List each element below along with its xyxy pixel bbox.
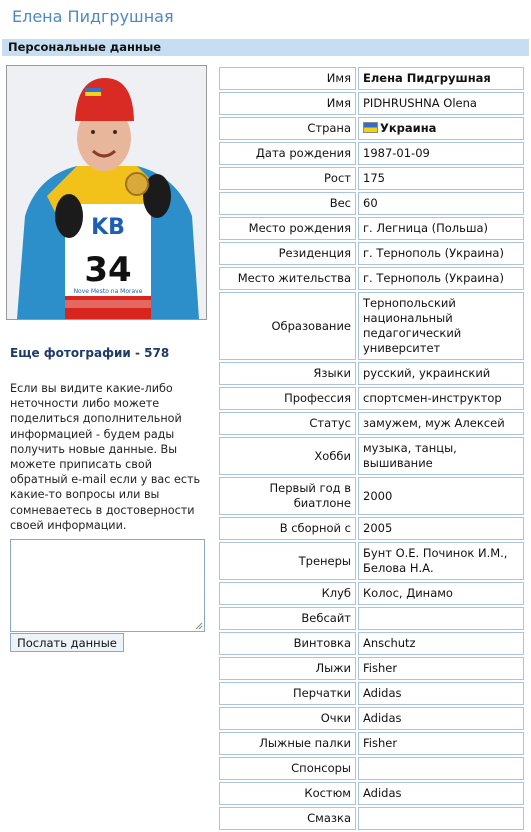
info-label: Место рождения [219,217,356,240]
info-row [219,167,524,190]
info-row [219,807,524,830]
info-value-text: Елена Пидгрушная [363,71,491,85]
info-value-text: г. Тернополь (Украина) [363,271,504,285]
info-value [358,167,524,190]
info-value [358,582,524,605]
info-row [219,292,524,360]
info-label: Очки [219,707,356,730]
info-row [219,607,524,630]
info-row [219,117,524,140]
resize-grip-icon[interactable] [193,620,203,630]
info-value-text: 2000 [363,488,393,503]
info-value-text: PIDHRUSHNA Olena [363,96,477,110]
info-value-text: русский, украинский [363,366,491,380]
info-value [358,412,524,435]
info-row [219,192,524,215]
info-value [358,757,524,780]
info-value [358,192,524,215]
athlete-name-title: Елена Пидгрушная [12,7,174,26]
ukraine-flag-icon [363,122,378,133]
info-row [219,217,524,240]
info-value-text: Adidas [363,711,402,725]
info-row [219,632,524,655]
info-value [358,477,524,515]
info-value-text: Fisher [363,661,398,675]
athlete-photo-image [7,66,206,319]
info-row [219,782,524,805]
info-row [219,142,524,165]
info-value [358,517,524,540]
info-label: Имя [219,67,356,90]
info-value-text: Украина [380,121,437,135]
info-value-text: Anschutz [363,636,416,650]
info-row [219,477,524,515]
info-label: Дата рождения [219,142,356,165]
info-row [219,437,524,475]
info-label: Винтовка [219,632,356,655]
info-label: Первый год в биатлоне [219,477,356,515]
info-value [358,682,524,705]
info-label: Лыжные палки [219,732,356,755]
info-value-text: спортсмен-инструктор [363,391,502,405]
info-value [358,707,524,730]
more-photos-link[interactable]: Еще фотографии - 578 [10,346,170,360]
info-value-text: Тернопольский национальный педагогический университет [363,296,462,355]
info-value [358,632,524,655]
info-label: Клуб [219,582,356,605]
info-label: Рост [219,167,356,190]
feedback-textarea[interactable] [10,539,205,632]
info-row [219,92,524,115]
info-value [358,267,524,290]
info-value [358,92,524,115]
info-value-text: музыка, танцы, вышивание [363,441,457,470]
info-label: Спонсоры [219,757,356,780]
info-label: Вес [219,192,356,215]
info-value-text: Adidas [363,786,402,800]
info-label: Тренеры [219,542,356,580]
info-label: Перчатки [219,682,356,705]
info-row [219,682,524,705]
info-value-text: Бунт О.Е. Починок И.М., Белова Н.А. [363,546,508,575]
info-value-text: г. Легница (Польша) [363,221,488,235]
info-label: Статус [219,412,356,435]
info-value-text: замужем, муж Алексей [363,416,505,430]
info-row [219,267,524,290]
info-label: Образование [219,292,356,360]
athlete-photo[interactable] [6,65,207,320]
info-value-text: 2005 [363,521,393,535]
info-value [358,362,524,385]
info-value-text: г. Тернополь (Украина) [363,246,504,260]
info-label: Языки [219,362,356,385]
info-row [219,757,524,780]
info-row [219,387,524,410]
section-header-personal-data: Персональные данные [2,39,529,56]
bib-venue-text: Nove Mesto na Morave [73,288,143,295]
bib-number: 34 [84,250,132,290]
info-row [219,412,524,435]
info-label: Имя [219,92,356,115]
info-value [358,217,524,240]
info-row [219,362,524,385]
send-data-button[interactable]: Послать данные [10,633,124,652]
info-row [219,67,524,90]
info-row [219,657,524,680]
info-value [358,782,524,805]
data-correction-notice: Если вы видите какие-либо неточности либо можете поделиться дополнительной информацией - будем рады получить новые данные. Вы можете приписать свой обратный e-mail если у вас есть какие-то вопросы или вы сомневаетесь в достоверности своей информации. [10,382,201,532]
info-value-text: 1987-01-09 [363,146,430,160]
info-row [219,517,524,540]
info-label: Место жительства [219,267,356,290]
info-value [358,807,524,830]
info-row [219,582,524,605]
info-row [219,242,524,265]
info-value [358,292,524,360]
info-label: Костюм [219,782,356,805]
info-value [358,142,524,165]
info-row [219,542,524,580]
info-label: Лыжи [219,657,356,680]
info-label: Страна [219,117,356,140]
info-value-text: Колос, Динамо [363,586,453,600]
info-value-text: 60 [363,196,378,210]
info-value [358,607,524,630]
info-value-text: Fisher [363,736,398,750]
info-value [358,387,524,410]
info-value [358,437,524,475]
info-label: Профессия [219,387,356,410]
info-label: Резиденция [219,242,356,265]
info-value [358,542,524,580]
info-label: Хобби [219,437,356,475]
info-label: Вебсайт [219,607,356,630]
info-label: В сборной с [219,517,356,540]
bib-sponsor-text: KB [91,215,125,240]
info-value-text: 175 [363,171,385,185]
personal-data-table [217,65,526,832]
info-row [219,707,524,730]
info-value [358,67,524,90]
info-value [358,657,524,680]
info-value [358,117,524,140]
info-value-text: Adidas [363,686,402,700]
info-value [358,242,524,265]
info-label: Смазка [219,807,356,830]
